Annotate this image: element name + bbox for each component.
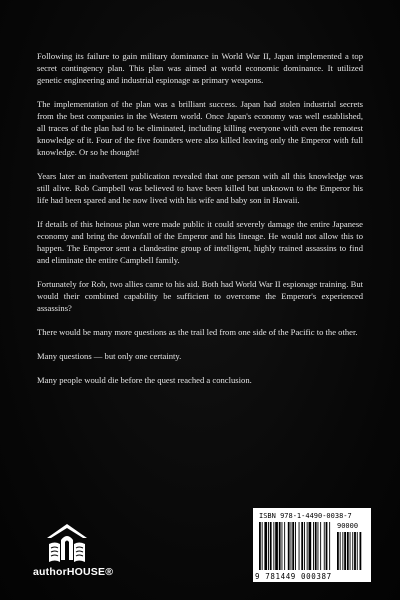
- barcode-bar: [264, 522, 267, 570]
- barcode-bar: [315, 522, 317, 570]
- ean-digits: 9 781449 000387: [255, 572, 332, 581]
- isbn-label: ISBN 978-1-4490-0038-7: [259, 512, 352, 520]
- barcode-bar: [301, 522, 303, 570]
- blurb-text: [37, 50, 363, 398]
- barcode-bar: [270, 522, 272, 570]
- barcode-bar: [268, 522, 269, 570]
- barcode-bar: [279, 522, 281, 570]
- barcode-bar: [307, 522, 308, 570]
- house-book-icon: [43, 520, 91, 564]
- barcode-addon-bar: [342, 532, 343, 570]
- blurb-paragraph-3: Years later an inadvertent publication revealed that one person with all this knowledge was still alive. Rob Campbell was believed to have been killed but unknown to the Emperor his life had been spared and he now lived with his wife and baby son in Hawaii.: [37, 171, 363, 205]
- barcode-bar: [309, 522, 312, 570]
- isbn-barcode: [253, 508, 371, 582]
- blurb-paragraph-2: The implementation of the plan was a brilliant success. Japan had stolen industrial secrets from the best companies in the Western world. Once Japan's economy was well established, all traces of the plan had to be eliminated, including killing everyone with even the remotest knowledge of it. Four of the five founders were also killed leaving only the Emperor with full knowledge. Or so he thought!: [37, 99, 363, 157]
- blurb-paragraph-1: Following its failure to gain military dominance in World War II, Japan implemented a top secret contingency plan. This plan was aimed at world economic dominance. It utilized genetic engineering and industrial espionage as primary weapons.: [37, 51, 363, 85]
- price-code: 90000: [337, 522, 359, 530]
- barcode-bar: [259, 522, 261, 570]
- barcode-bar: [329, 522, 330, 570]
- barcode-bar: [273, 522, 274, 570]
- blurb-paragraph-8: Many people would die before the quest reached a conclusion.: [37, 375, 252, 385]
- barcode-addon-bar: [360, 532, 362, 570]
- barcode-bar: [291, 522, 292, 570]
- barcode-bar: [313, 522, 314, 570]
- barcode-addon-bar: [347, 532, 349, 570]
- barcode-bar: [320, 522, 321, 570]
- barcode-addon-bar: [354, 532, 356, 570]
- barcode-addon-bar: [344, 532, 346, 570]
- blurb-paragraph-7: Many questions — but only one certainty.: [37, 351, 182, 361]
- barcode-addon-bar: [357, 532, 358, 570]
- barcode-bar: [304, 522, 305, 570]
- barcode-bar: [282, 522, 283, 570]
- barcode-bar: [299, 522, 300, 570]
- barcode-bar: [262, 522, 263, 570]
- barcode-bar: [324, 522, 325, 570]
- barcode-addon-bar: [340, 532, 341, 570]
- barcode-bar: [318, 522, 319, 570]
- barcode-bar: [292, 522, 294, 570]
- barcode-bar: [326, 522, 328, 570]
- publisher-logo: [33, 520, 123, 580]
- barcode-bar: [284, 522, 285, 570]
- barcode-addon-bar: [350, 532, 351, 570]
- blurb-paragraph-4: If details of this heinous plan were made public it could severely damage the entire Japanese economy and bring the downfall of the Emperor and his lineage. He would not allow this to happen. The Emperor sent a clandestine group of intelligent, highly trained assassins to find and eliminate the entire Campbell family.: [37, 219, 363, 265]
- barcode-bar: [275, 522, 278, 570]
- barcode-addon-bar: [352, 532, 353, 570]
- blurb-paragraph-6: There would be many more questions as the trail led from one side of the Pacific to the other.: [37, 327, 358, 337]
- barcode-bar: [288, 522, 290, 570]
- barcode-addon-bar: [337, 532, 339, 570]
- barcode-bar: [295, 522, 296, 570]
- blurb-paragraph-5: Fortunately for Rob, two allies came to his aid. Both had World War II espionage training. But would their combined capability be sufficient to overcome the Emperor's experienced assassins?: [37, 279, 363, 313]
- publisher-name: authorHOUSE®: [33, 566, 114, 578]
